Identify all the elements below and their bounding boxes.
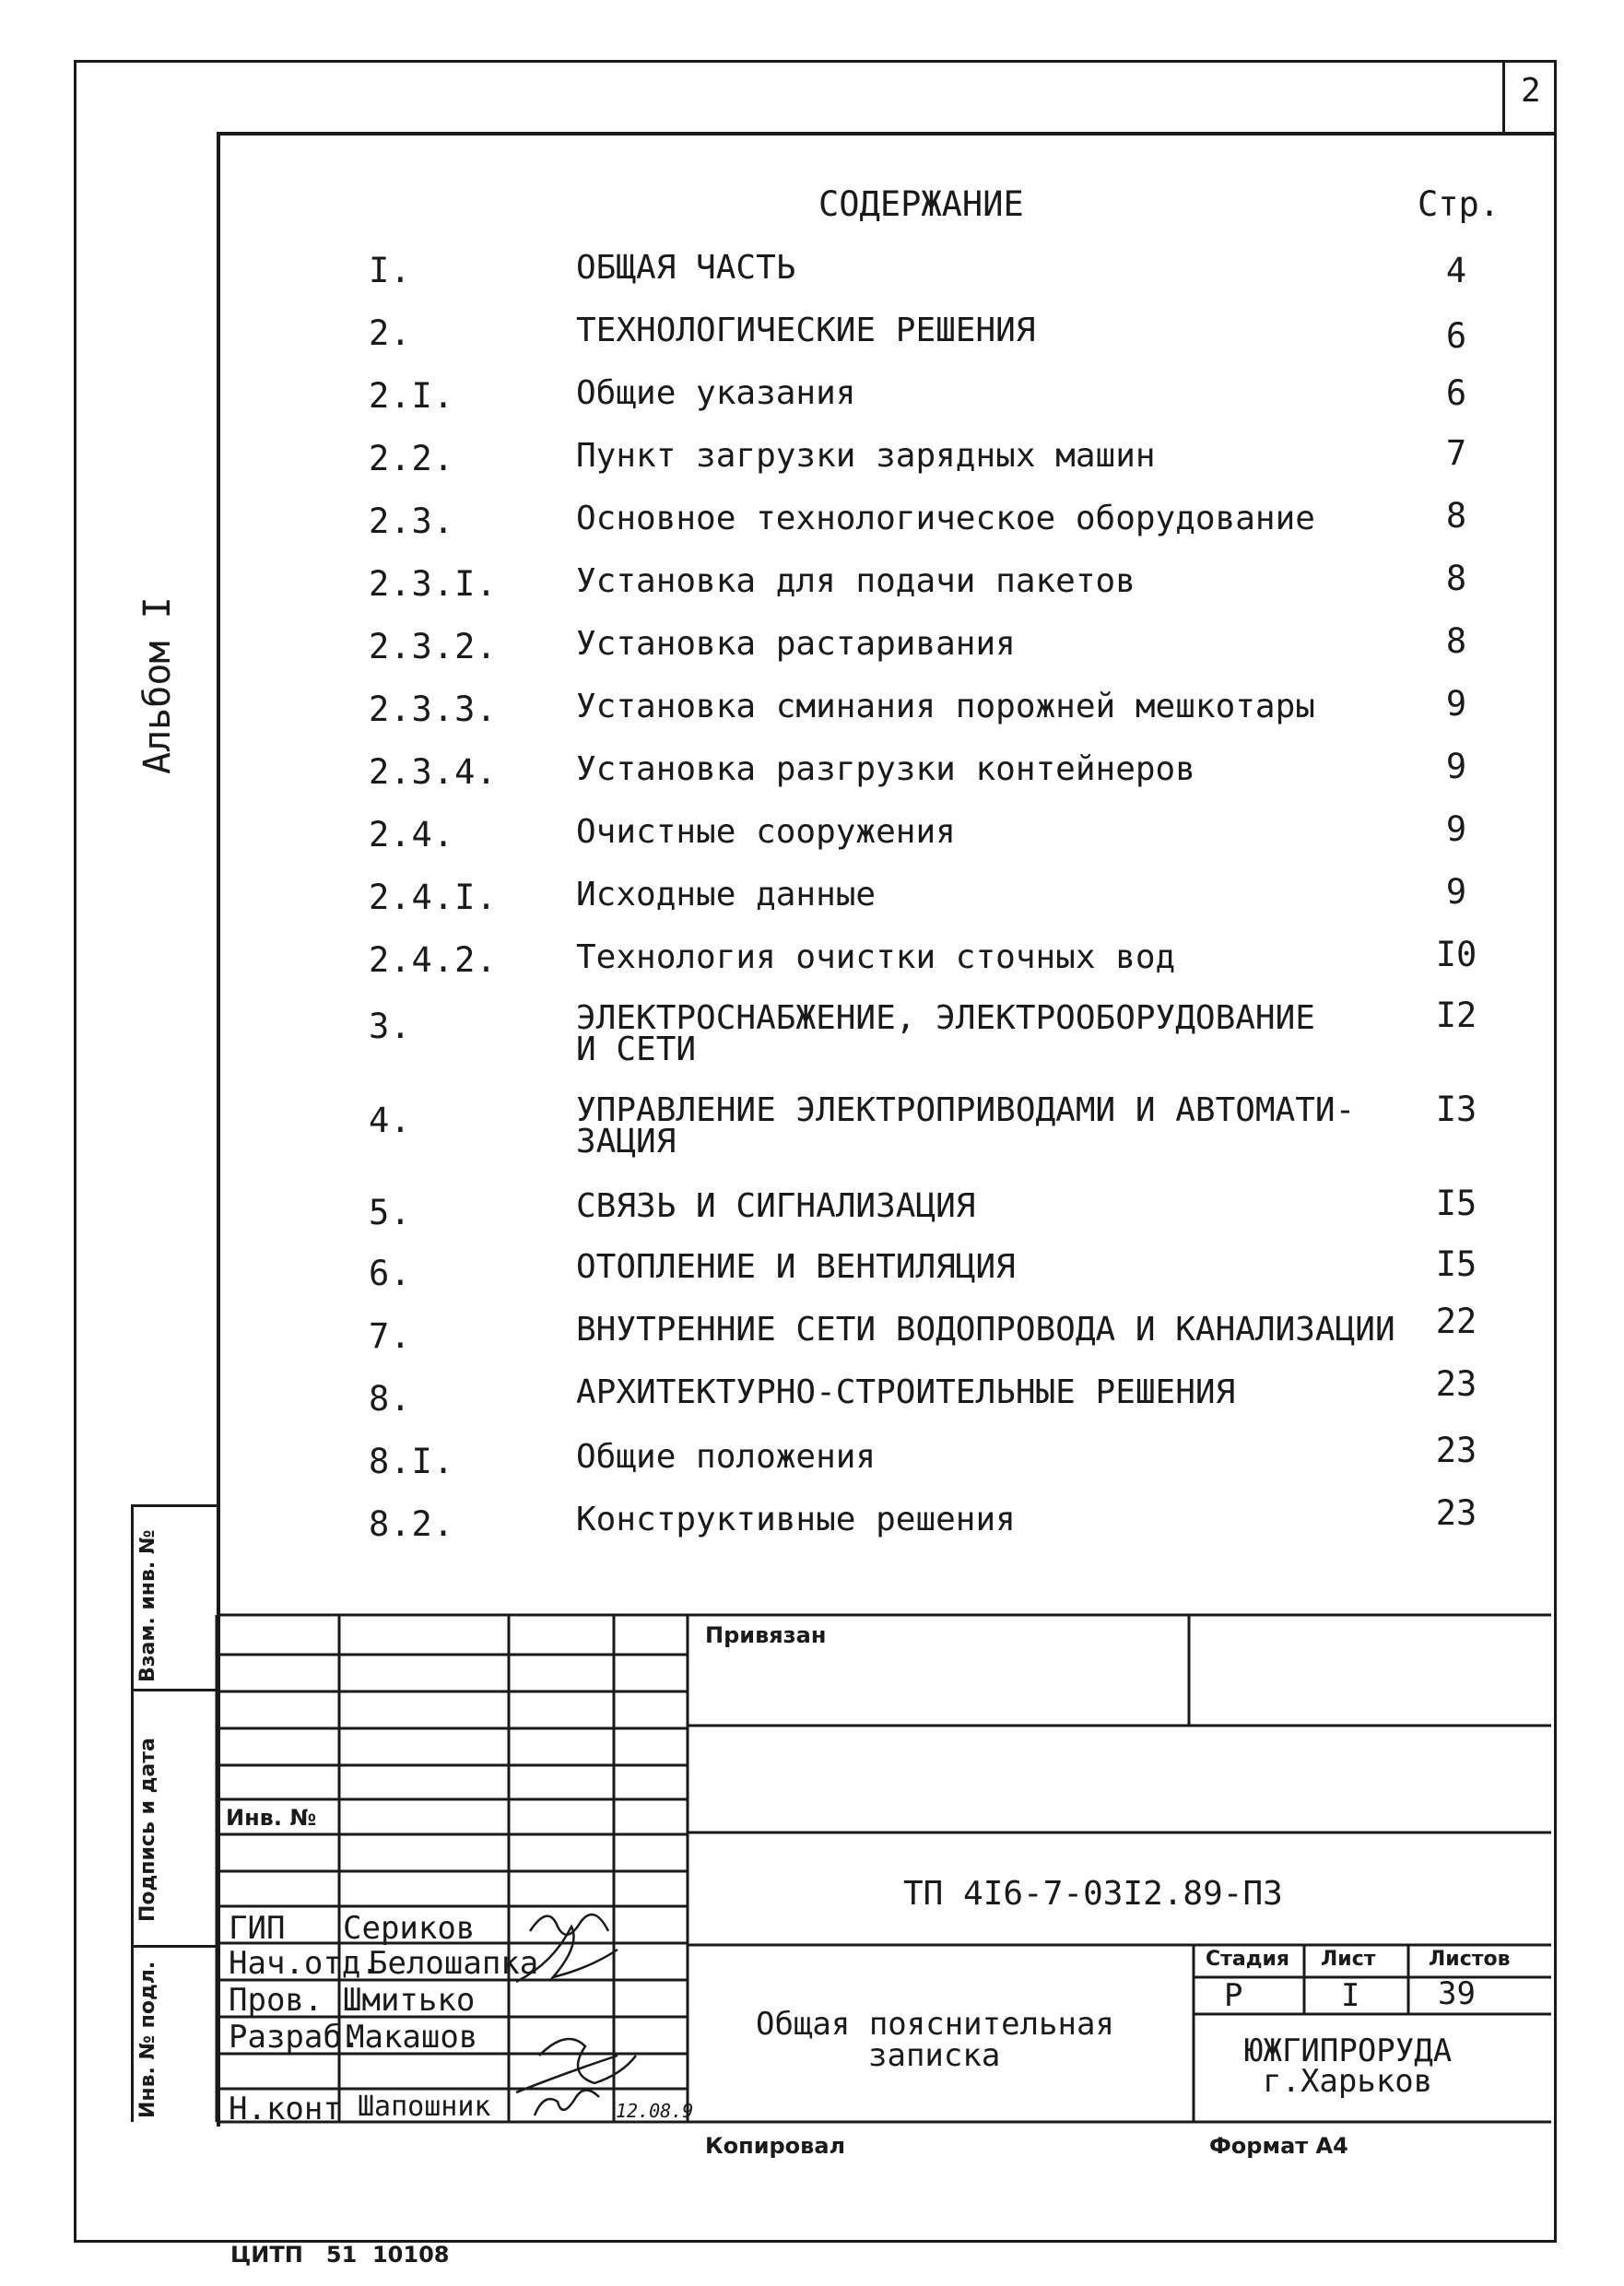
toc-entry-title: Общие положения [576, 1438, 877, 1476]
toc-entry-number: 2.3.I. [369, 564, 498, 604]
toc-entry-page: 9 [1445, 684, 1467, 724]
toc-entry-number: 7. [369, 1316, 412, 1356]
toc-entry-page: 7 [1445, 433, 1467, 473]
document-title-line2: записка [868, 2037, 1001, 2074]
toc-entry-page: I2 [1435, 996, 1477, 1035]
role-name: Макашов [346, 2019, 478, 2056]
toc-entry-page: 8 [1445, 496, 1467, 536]
toc-entry-title: ОТОПЛЕНИЕ И ВЕНТИЛЯЦИЯ [576, 1248, 1016, 1286]
role-label: Пров. [229, 1982, 324, 2019]
sheets-value: 39 [1438, 1975, 1476, 2012]
toc-entry-title-continued: И СЕТИ [576, 1031, 697, 1068]
toc-entry-number: 8.I. [369, 1442, 455, 1481]
toc-entry-page: I5 [1435, 1244, 1477, 1284]
stamp-podpis-data: Подпись и дата [136, 1738, 159, 1922]
toc-entry-page: 9 [1445, 872, 1467, 912]
stage-value: Р [1224, 1977, 1243, 2014]
toc-entry-title: Установка сминания порожней мешкотары [576, 688, 1315, 725]
role-name: Сериков [343, 1910, 476, 1947]
privyazan-label: Привязан [705, 1622, 827, 1648]
toc-entry-title: Установка для подачи пакетов [576, 562, 1136, 600]
toc-entry-number: 8.2. [369, 1504, 455, 1544]
printer-code: ЦИТП 51 10108 [230, 2242, 450, 2268]
toc-entry-title: Общие указания [576, 374, 856, 412]
toc-entry-title-continued: ЗАЦИЯ [576, 1123, 677, 1161]
role-label: Н.конт [229, 2091, 342, 2127]
toc-entry-number: 2.4.2. [369, 940, 498, 980]
role-name: Шмитько [343, 1982, 476, 2019]
toc-entry-page: 22 [1435, 1302, 1477, 1341]
album-label: Альбом I [136, 596, 179, 774]
toc-entry-number: 5. [369, 1193, 412, 1232]
toc-entry-number: 2.I. [369, 376, 455, 416]
toc-entry-number: 2.3.2. [369, 627, 498, 666]
toc-entry-title: Конструктивные решения [576, 1501, 1016, 1538]
toc-entry-page: 6 [1445, 316, 1467, 356]
toc-entry-number: 2. [369, 313, 412, 353]
toc-entry-page: 9 [1445, 809, 1467, 849]
toc-entry-title: Исходные данные [576, 876, 877, 913]
toc-entry-title: ТЕХНОЛОГИЧЕСКИЕ РЕШЕНИЯ [576, 312, 1036, 349]
copied-label: Копировал [705, 2133, 846, 2159]
toc-entry-title: СВЯЗЬ И СИГНАЛИЗАЦИЯ [576, 1187, 976, 1225]
toc-entry-page: 6 [1445, 373, 1467, 413]
toc-entry-number: 2.2. [369, 439, 455, 478]
toc-page-column-label: Стр. [1418, 184, 1500, 224]
toc-entry-page: 8 [1445, 621, 1467, 661]
toc-entry-page: 23 [1435, 1493, 1477, 1533]
toc-entry-number: 2.3.4. [369, 752, 498, 792]
toc-entry-title: ЭЛЕКТРОСНАБЖЕНИЕ, ЭЛЕКТРООБОРУДОВАНИЕ [576, 999, 1315, 1037]
toc-entry-title: УПРАВЛЕНИЕ ЭЛЕКТРОПРИВОДАМИ И АВТОМАТИ- [576, 1091, 1356, 1129]
toc-entry-number: 8. [369, 1379, 412, 1419]
signature-date: 12.08.9 [616, 2100, 694, 2122]
toc-entry-title: ОБЩАЯ ЧАСТЬ [576, 249, 796, 287]
toc-entry-title: Установка разгрузки контейнеров [576, 750, 1195, 788]
inv-no-label: Инв. № [226, 1805, 317, 1831]
document-title-line1: Общая пояснительная [756, 2006, 1114, 2043]
format-label: Формат А4 [1209, 2133, 1348, 2159]
toc-entry-number: 4. [369, 1101, 412, 1140]
sheet-value: I [1341, 1977, 1360, 2014]
toc-entry-number: 6. [369, 1254, 412, 1293]
role-name: Шапошник [358, 2091, 491, 2123]
role-label: Нач.отд. [229, 1945, 380, 1982]
toc-entry-title: Пункт загрузки зарядных машин [576, 437, 1156, 475]
toc-entry-title: Основное технологическое оборудование [576, 500, 1315, 537]
toc-entry-title: ВНУТРЕННИЕ СЕТИ ВОДОПРОВОДА И КАНАЛИЗАЦИИ [576, 1311, 1395, 1349]
stage-label: Стадия [1206, 1948, 1290, 1971]
toc-heading: СОДЕРЖАНИЕ [818, 184, 1024, 224]
toc-entry-page: I3 [1435, 1090, 1477, 1129]
toc-entry-number: 2.4.I. [369, 878, 498, 917]
sheet-number: 2 [1521, 72, 1541, 110]
organization-name: ЮЖГИПРОРУДА [1244, 2033, 1453, 2069]
document-code: ТП 4I6-7-03I2.89-ПЗ [903, 1875, 1283, 1913]
toc-entry-page: 8 [1445, 559, 1467, 598]
toc-entry-number: 2.3.3. [369, 689, 498, 729]
toc-entry-page: 23 [1435, 1431, 1477, 1470]
toc-entry-page: 23 [1435, 1364, 1477, 1404]
role-label: Разраб. [229, 2019, 361, 2056]
toc-entry-number: I. [369, 251, 412, 290]
sheets-label: Листов [1429, 1948, 1511, 1971]
stamp-inv-podl: Инв. № подл. [136, 1961, 159, 2118]
toc-entry-title: АРХИТЕКТУРНО-СТРОИТЕЛЬНЫЕ РЕШЕНИЯ [576, 1373, 1236, 1411]
toc-entry-page: 4 [1445, 251, 1467, 290]
toc-entry-number: 3. [369, 1007, 412, 1046]
toc-entry-page: I5 [1435, 1184, 1477, 1223]
toc-entry-number: 2.4. [369, 815, 455, 854]
toc-entry-page: 9 [1445, 747, 1467, 786]
organization-city: г.Харьков [1263, 2063, 1433, 2100]
sheet-label: Лист [1321, 1948, 1376, 1971]
toc-entry-page: I0 [1435, 935, 1477, 974]
toc-entry-title: Очистные сооружения [576, 813, 956, 851]
role-name: Белошапка [369, 1945, 539, 1982]
toc-entry-title: Установка растаривания [576, 625, 1016, 663]
stamp-vzam-inv: Взам. инв. № [136, 1529, 159, 1682]
role-label: ГИП [229, 1910, 286, 1947]
toc-entry-title: Технология очистки сточных вод [576, 938, 1176, 976]
toc-entry-number: 2.3. [369, 501, 455, 541]
